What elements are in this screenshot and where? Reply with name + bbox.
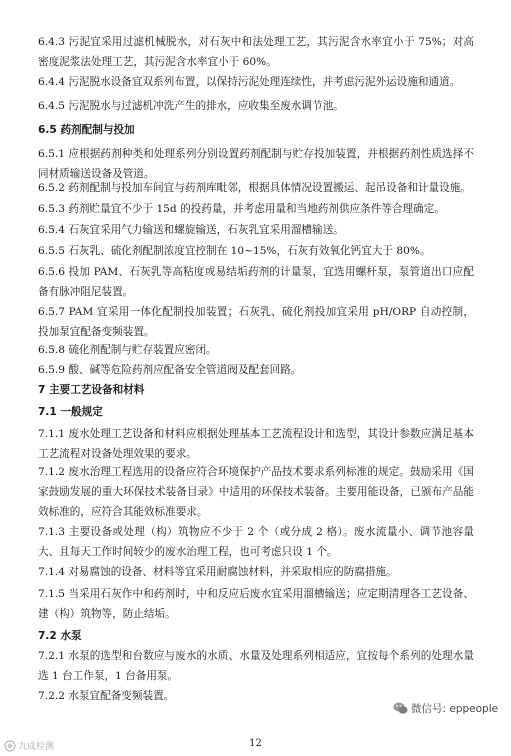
paragraph-7-1-1: 7.1.1 废水处理工艺设备和材料应根据处理基本工艺流程设计和选型，其设计参数应满足基本工艺流程对设备处理效果的要求。 xyxy=(38,428,474,460)
section-heading-6-5: 6.5 药剂配制与投加 xyxy=(38,124,135,136)
corner-label: 九成检测 xyxy=(18,742,55,752)
paragraph-7-2-1: 7.2.1 水泵的选型和台数应与废水的水质、水量及处理系列相适应，宜按每个系列的处理水量选 1 台工作泵，1 台备用泵。 xyxy=(38,650,474,682)
paragraph-7-1-5: 7.1.5 当采用石灰作中和药剂时，中和反应后废水宜采用溜槽输送；应定期清理各工艺设备、建（构）筑物等，防止结垢。 xyxy=(38,588,474,620)
section-heading-7-2: 7.2 水泵 xyxy=(38,630,82,642)
paragraph-6-5-4: 6.5.4 石灰宜采用气力输送和螺旋输送，石灰乳宜采用溜槽输送。 xyxy=(38,224,344,236)
paragraph-6-5-3: 6.5.3 药剂贮量宜不少于 15d 的投药量，并考虑用量和当地药剂供应条件等合理确定。 xyxy=(38,203,445,215)
wechat-label: 微信号: eppeople xyxy=(411,703,499,715)
wechat-icon xyxy=(393,702,408,715)
paragraph-6-5-7: 6.5.7 PAM 宜采用一体化配制投加装置；石灰乳、硫化剂投加宜采用 pH/ORP 自动控制，投加泵宜配备变频装置。 xyxy=(38,306,474,338)
paragraph-6-4-5: 6.4.5 污泥脱水与过滤机冲洗产生的排水，应收集至废水调节池。 xyxy=(38,100,344,112)
paragraph-6-4-4: 6.4.4 污泥脱水设备宜双系列布置，以保持污泥处理连续性，并考虑污泥外运设施和通道。 xyxy=(38,76,461,88)
page-number: 12 xyxy=(249,738,262,749)
paragraph-6-5-8: 6.5.8 硫化剂配制与贮存装置应密闭。 xyxy=(38,344,217,356)
paragraph-6-5-6: 6.5.6 投加 PAM、石灰乳等高粘度或易结垢药剂的计量泵，宜选用螺杆泵，泵管道出口应配备有脉冲阻尼装置。 xyxy=(38,266,474,298)
paragraph-6-5-1: 6.5.1 应根据药剂种类和处理系列分别设置药剂配制与贮存投加装置，并根据药剂性质选择不同材质输送设备及管道。 xyxy=(38,148,474,180)
paragraph-7-1-2: 7.1.2 废水治理工程选用的设备应符合环境保护产品技术要求系列标准的规定。鼓励采用《国家鼓励发展的重大环保技术装备目录》中适用的环保技术装备。主要用能设备，已颁布产品能效标准的，应符合其能效标准要求。 xyxy=(38,466,474,518)
paragraph-6-4-3: 6.4.3 污泥宜采用过滤机械脱水，对石灰中和法处理工艺，其污泥含水率宜小于 75%；对高密度泥浆法处理工艺，其污泥含水率宜小于 60%。 xyxy=(38,36,474,68)
paragraph-7-1-4: 7.1.4 对易腐蚀的设备、材料等宜采用耐腐蚀材料，并采取相应的防腐措施。 xyxy=(38,566,397,578)
paragraph-6-5-9: 6.5.9 酸、碱等危险药剂应配备安全管道阀及配套回路。 xyxy=(38,364,302,376)
paragraph-6-5-2: 6.5.2 药剂配制与投加车间宜与药剂库毗邻，根据具体情况设置搬运、起吊设备和计量设施。 xyxy=(38,182,471,194)
section-heading-7-1: 7.1 一般规定 xyxy=(38,406,103,418)
paragraph-7-1-3: 7.1.3 主要设备或处理（构）筑物应不少于 2 个（或分成 2 格）。废水流量小、调节池容量大、且每天工作时间较少的废水治理工程，也可考虑只设 1 个。 xyxy=(38,526,474,558)
paragraph-6-5-5: 6.5.5 石灰乳、硫化剂配制浓度宜控制在 10~15%，石灰有效氧化钙宜大于 80%。 xyxy=(38,245,431,257)
wechat-watermark xyxy=(390,700,501,717)
paragraph-7-2-2: 7.2.2 水泵宜配备变频装置。 xyxy=(38,690,175,702)
chapter-heading-7: 7 主要工艺设备和材料 xyxy=(38,384,145,396)
